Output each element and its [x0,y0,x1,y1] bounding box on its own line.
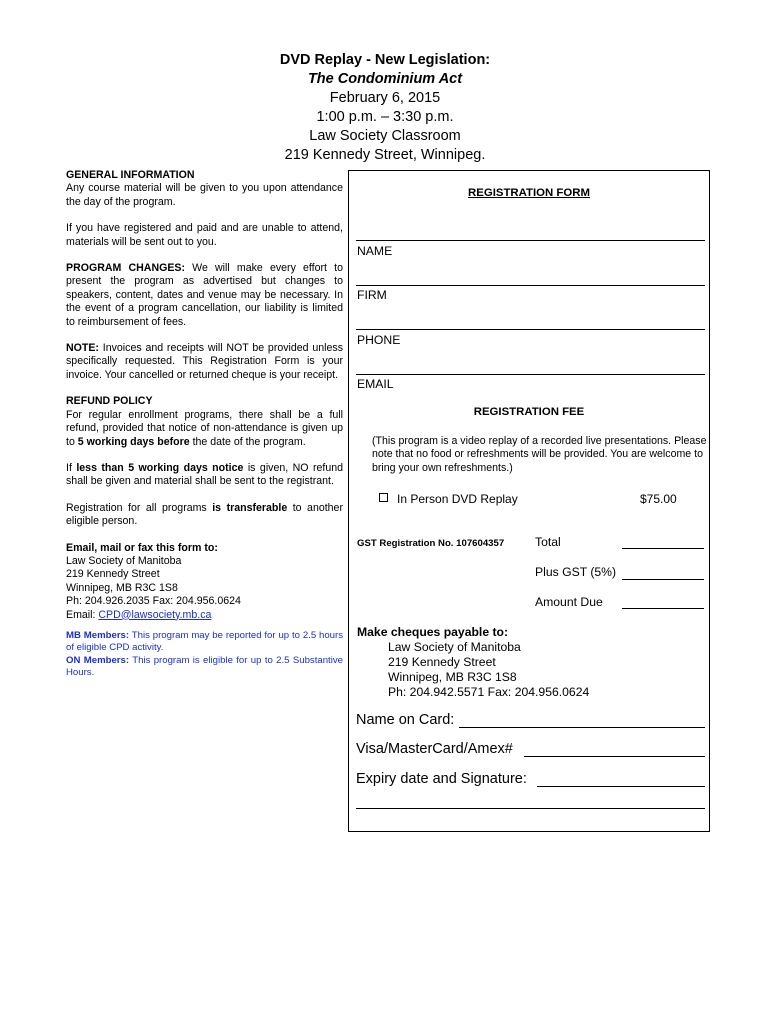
mb-members-note: MB Members: This program may be reported for up to 2.5 hours of eligible CPD activity. [66,629,344,654]
event-subtitle: The Condominium Act [307,71,463,87]
transfer-text: Registration for all programs is transferable to another eligible person. [66,501,343,528]
general-text: Any course material will be given to you upon attendance the day of the program. [66,182,343,208]
late-notice-text: If less than 5 working days notice is given, NO refund shall be given and material shall be sent to the registrant. [66,461,344,488]
registration-form-title: REGISTRATION FORM [468,187,590,199]
firm-input-line[interactable] [356,285,705,286]
email-input-line[interactable] [356,374,705,375]
option-label: In Person DVD Replay [397,492,518,506]
cheque-phone: Ph: 204.942.5571 Fax: 204.956.0624 [388,685,590,699]
contact-phone: Ph: 204.926.2035 Fax: 204.956.0624 [66,595,241,608]
phone-input-line[interactable] [356,329,705,330]
name-label: NAME [357,244,393,258]
checkbox-icon[interactable] [379,493,388,502]
cheque-city: Winnipeg, MB R3C 1S8 [388,670,517,684]
option-price: $75.00 [640,492,677,506]
extra-input-line[interactable] [356,808,705,809]
contact-city: Winnipeg, MB R3C 1S8 [66,581,178,594]
email-link[interactable]: CPD@lawsociety.mb.ca [98,608,212,621]
gst-registration: GST Registration No. 107604357 [357,538,505,549]
expiry-signature-input-line[interactable] [537,786,705,787]
event-location: Law Society Classroom [309,128,461,144]
total-label: Total [535,535,561,549]
fee-note: (This program is a video replay of a recorded live presentations. Please note that no food or refreshments will be provided. You are welcome to bring your own refreshments.) [372,435,707,474]
program-changes: PROGRAM CHANGES: We will make every effort to present the program as advertised but changes to speakers, content, dates and venue may be necessary. In the event of a program cancellation, our liability is limited to reimbursement of fees. [66,262,343,328]
gst-label: Plus GST (5%) [535,565,617,579]
cheque-org: Law Society of Manitoba [388,640,521,654]
contact-org: Law Society of Manitoba [66,554,182,567]
refund-text: For regular enrollment programs, there shall be a full refund, provided that notice of non-attendance is given up to 5 working days before the date of the program. [66,408,343,448]
general-heading: GENERAL INFORMATION [66,169,195,181]
card-number-input-line[interactable] [524,756,705,757]
total-input-line[interactable] [622,548,704,549]
card-name-label: Name on Card: [356,712,455,728]
amount-due-label: Amount Due [535,595,603,609]
contact-street: 219 Kennedy Street [66,568,160,581]
event-date: February 6, 2015 [329,90,441,106]
gst-input-line[interactable] [622,579,704,580]
card-number-label: Visa/MasterCard/Amex# [356,741,513,757]
info-column [66,169,343,680]
amount-due-input-line[interactable] [622,608,704,609]
registration-fee-title: REGISTRATION FEE [473,406,585,418]
registration-form [348,170,710,832]
name-input-line[interactable] [356,240,705,241]
card-name-input-line[interactable] [459,727,705,728]
registered-text: If you have registered and paid and are unable to attend, materials will be sent out to you. [66,222,343,248]
contact-heading: Email, mail or fax this form to: [66,541,218,554]
dvd-replay-option[interactable] [379,492,518,506]
event-time: 1:00 p.m. – 3:30 p.m. [316,109,454,125]
expiry-signature-label: Expiry date and Signature: [356,771,527,787]
invoice-note: NOTE: Invoices and receipts will NOT be provided unless specifically requested. This Registration Form is your invoice. Your cancelled or returned cheque is your receipt. [66,342,343,381]
event-title: DVD Replay - New Legislation: [279,52,491,68]
phone-label: PHONE [357,333,401,347]
cheque-address [388,640,589,700]
cheque-heading: Make cheques payable to: [357,625,509,639]
event-address: 219 Kennedy Street, Winnipeg. [284,147,486,163]
cheque-street: 219 Kennedy Street [388,655,496,669]
firm-label: FIRM [357,288,387,302]
document-header [0,51,770,165]
email-label: EMAIL [357,377,394,391]
contact-email: Email: CPD@lawsociety.mb.ca [66,608,212,621]
on-members-note: ON Members: This program is eligible for up to 2.5 Substantive Hours. [66,654,343,679]
refund-heading: REFUND POLICY [66,395,153,408]
